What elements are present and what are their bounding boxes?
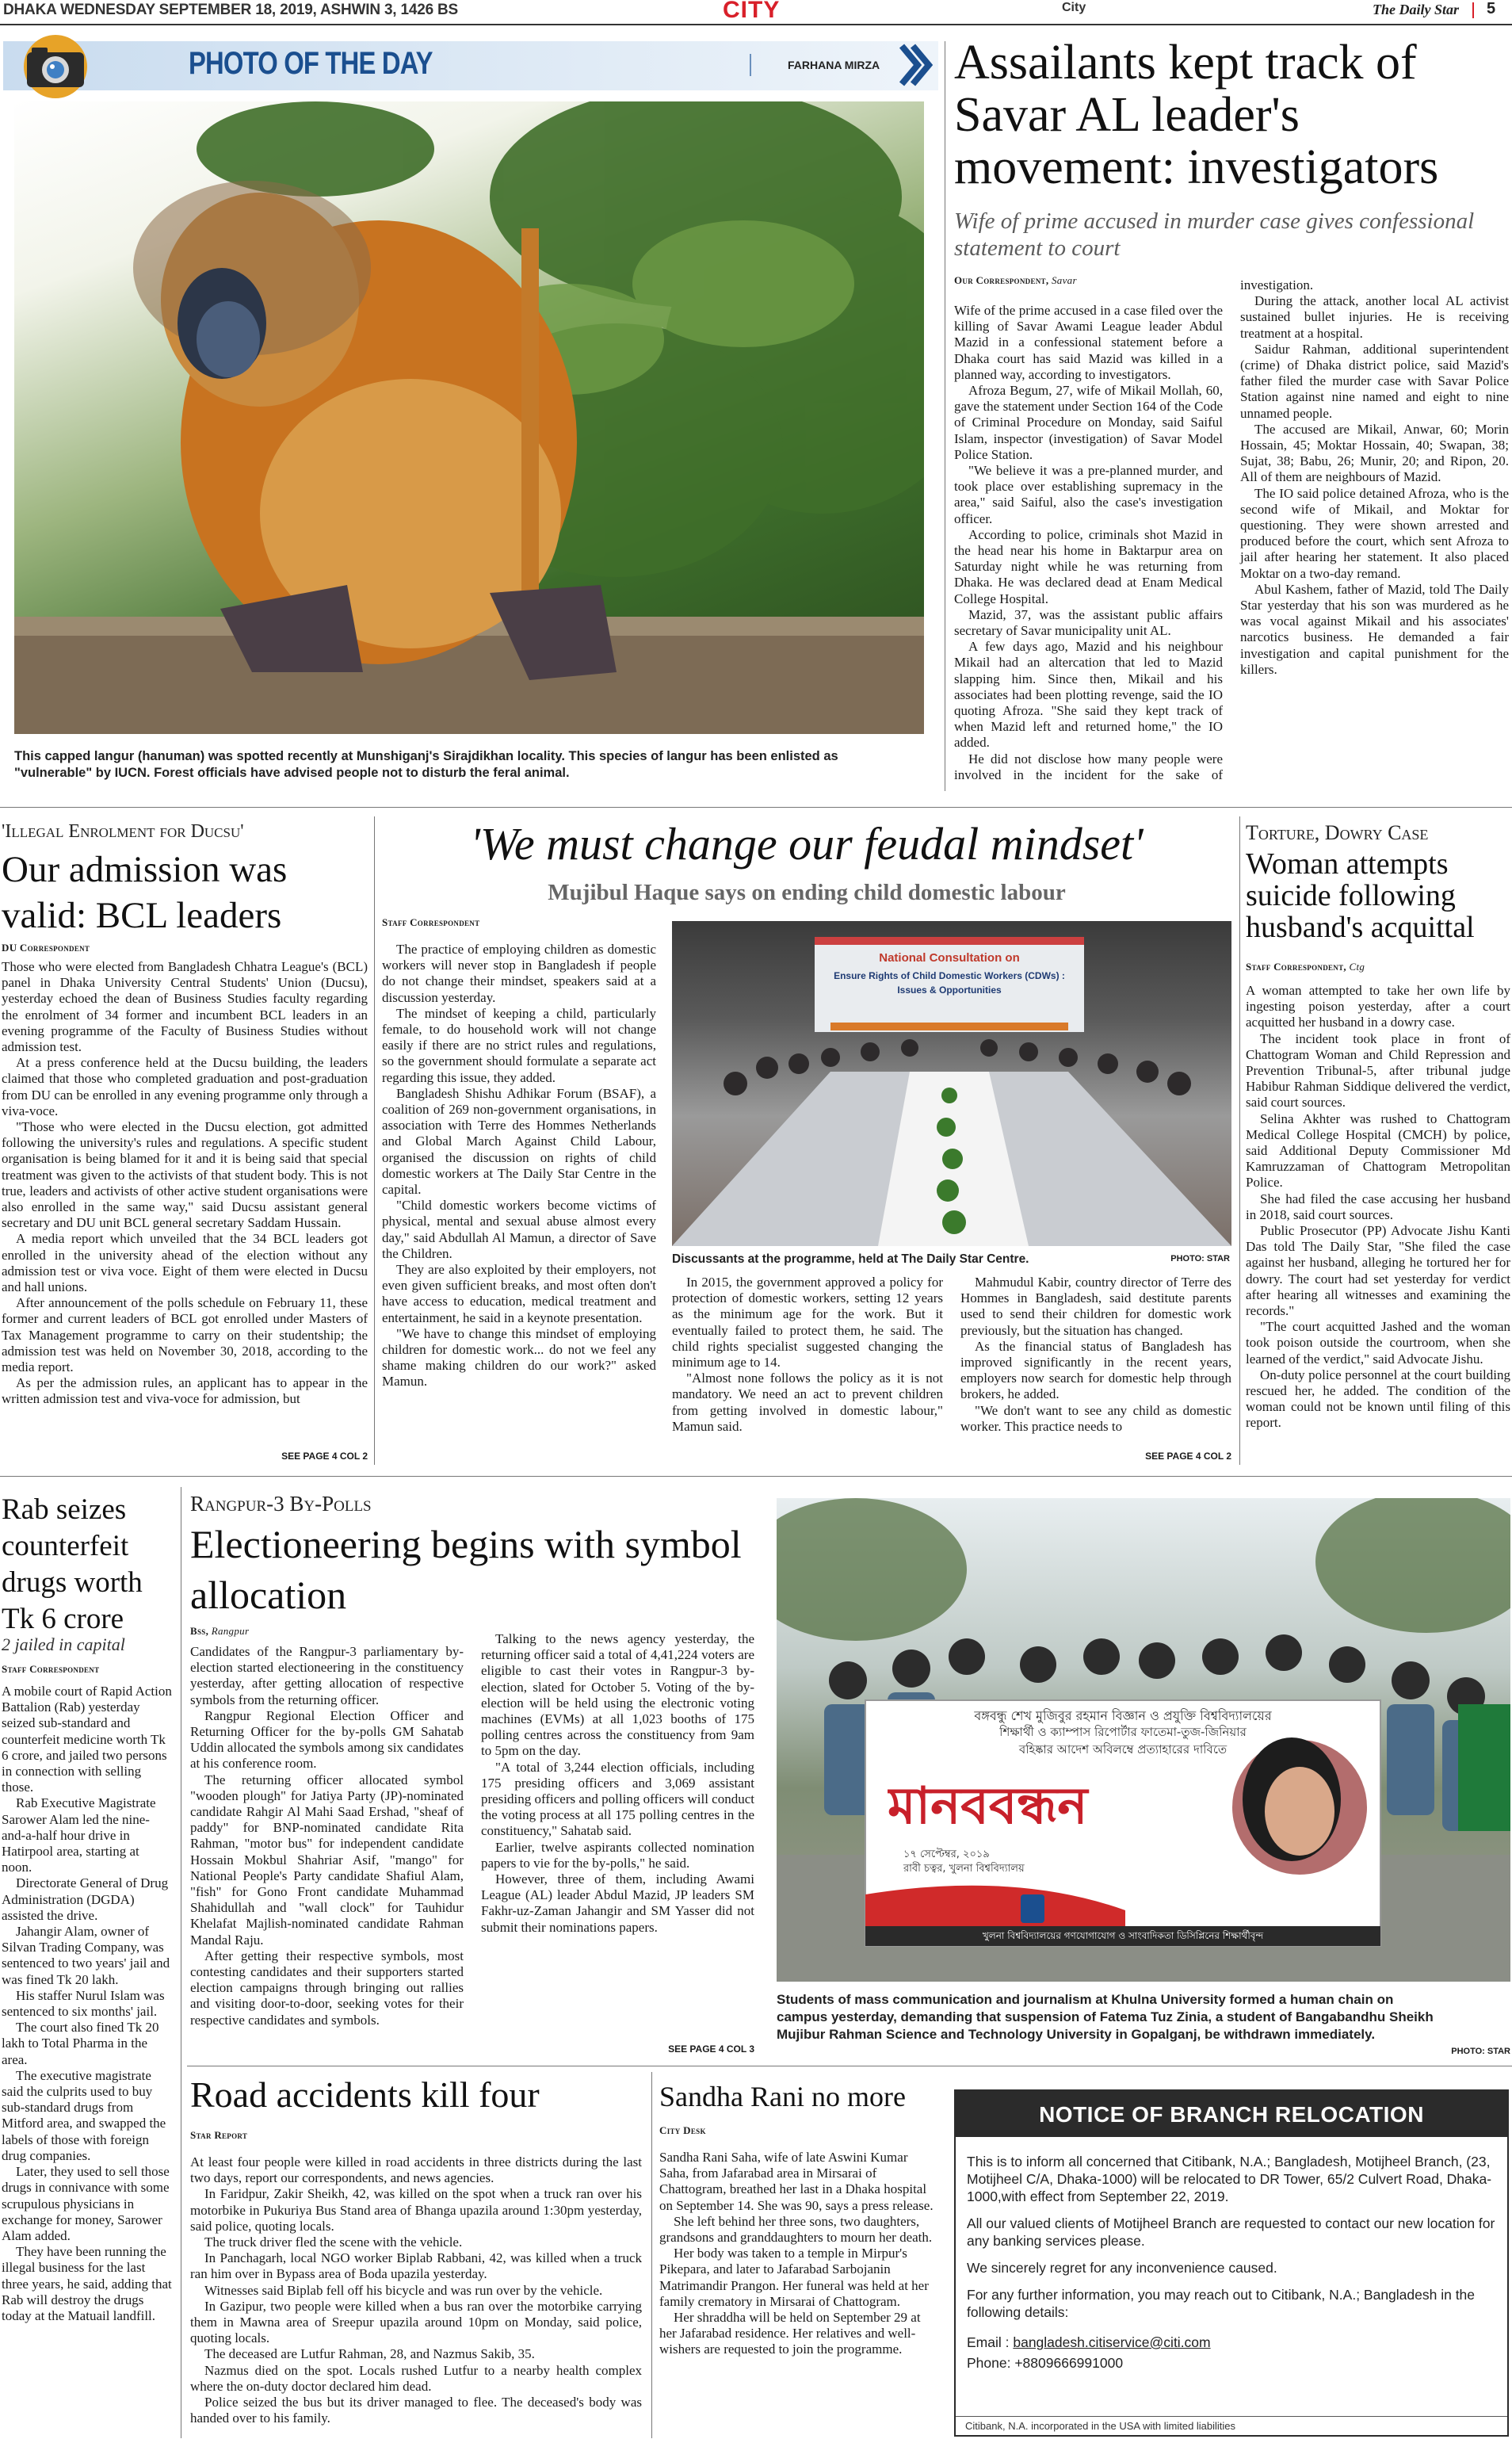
road-body xyxy=(190,2154,642,2426)
savar-p: Afroza Begum, 27, wife of Mikail Mollah, 60, gave the statement under Section 164 of the Code of Criminal Procedure on Monday, said Saiful Islam, inspector (investigation) of Savar Model Police Station. xyxy=(954,383,1223,462)
dowry-byline xyxy=(1246,961,1365,973)
chevron-right-icon xyxy=(899,43,935,91)
consultation-banner-line3: Issues & Opportunities xyxy=(897,984,1002,996)
savar-p: Abul Kashem, father of Mazid, told The Daily Star yesterday that his son was murdered as he was vocal against Mikail and his associates' narcotics business. He demanded a fair investigation and capital punishment for the killers. xyxy=(1240,581,1509,677)
human-chain-caption: Students of mass communication and journalism at Khulna University formed a human chain on campus yesterday, demanding that suspension of Fatema Tuz Zinia, a student of Bangabandhu Sheikh Mujibur Rahman Science and Technology University in Gopalganj, be withdrawn immediately. xyxy=(777,1992,1434,2042)
rangpur-p: Candidates of the Rangpur-3 parliamentary by-election started electioneering in the constituency yesterday, after getting allocation of respective symbols from the returning officer. xyxy=(190,1644,464,1707)
photo-of-day-caption: This capped langur (hanuman) was spotted recently at Munshiganj's Sirajdikhan locality. This species of langur has been enlisted as "vulnerable" by IUCN. Forest officials have advised people not to disturb the feral animal. xyxy=(14,749,838,780)
road-p: Witnesses said Biplab fell off his bicycle and was run over by the vehicle. xyxy=(204,2282,603,2298)
photo-credit: FARHANA MIRZA xyxy=(788,59,880,71)
dowry-p: She had filed the case accusing her husband in 2018, said court sources. xyxy=(1246,1191,1510,1222)
ducsu-p: A media report which unveiled that the 34 BCL leaders got enrolled in the university ahead of the election without any admission test or viva voce. Eight of them were elected in Ducsu and hall unions. xyxy=(2,1231,368,1295)
rab-headline: Rab seizes counterfeit drugs worth Tk 6 crore xyxy=(2,1493,143,1635)
consultation-credit: PHOTO: STAR xyxy=(1170,1254,1230,1263)
notice-phone: Phone: +8809666991000 xyxy=(967,2355,1124,2371)
ducsu-p: As per the admission rules, an applicant has to appear in the written admission test and viva-voce for admission, but xyxy=(2,1375,368,1407)
road-p: The truck driver fled the scene with the vehicle. xyxy=(204,2234,463,2250)
road-p: Nazmus died on the spot. Locals rushed Lutfur to a nearby health complex where the on-duty doctor declared him dead. xyxy=(190,2362,642,2394)
dowry-p: "The court acquitted Jashed and the woman took poison outside the courtroom, when she learned of the verdict," said Advocate Jishu. xyxy=(1246,1319,1510,1367)
rab-p: A mobile court of Rapid Action Battalion (Rab) yesterday seized sub-standard and counterfeit medicine worth Tk 6 crore, and jailed two persons in connection with selling those. xyxy=(2,1684,172,1795)
rab-p: Rab Executive Magistrate Sarower Alam led the nine-and-a-half hour drive in Hatirpool area, starting at noon. xyxy=(2,1795,156,1875)
header-divider xyxy=(1472,2,1474,18)
rab-byline: Staff Correspondent xyxy=(2,1663,100,1675)
dowry-byline-loc: Ctg xyxy=(1349,961,1365,973)
dateline: DHAKA WEDNESDAY SEPTEMBER 18, 2019, ASHWIN 3, 1426 BS xyxy=(3,2,459,18)
sandha-p: Sandha Rani Saha, wife of late Aswini Kumar Saha, from Jafarabad area in Mirsarai of Chattogram, breathed her last in a Dhaka hospital on September 14. She was 90, says a press release. xyxy=(659,2150,934,2213)
rangpur-p: After getting their respective symbols, most contesting candidates and their supporters started election campaigns through bringing out rallies and visiting door-to-door, seeking votes for their respective candidates and symbols. xyxy=(190,1948,464,2028)
ducsu-p: At a press conference held at the Ducsu building, the leaders claimed that those who completed graduation and post-graduation from DU can be enrolled in any evening programme only through a viva-voce. xyxy=(2,1055,368,1118)
banner-bangla-line3: বহিষ্কার আদেশ অবিলম্বে প্রত্যাহারের দাবিতে xyxy=(1018,1742,1228,1757)
road-p: At least four people were killed in road accidents in three districts during the last two days, report our correspondents, and news agencies. xyxy=(190,2154,642,2186)
sandha-p: Her body was taken to a temple in Mirpur's Pikepara, and later to Jafarabad Sarbojanin Matrimandir Prangon. Her funeral was held at her family crematory in Mirsarai of Chattogram. xyxy=(659,2246,929,2309)
rangpur-kicker: Rangpur-3 By-Polls xyxy=(190,1492,372,1516)
notice-title: NOTICE OF BRANCH RELOCATION xyxy=(956,2091,1507,2137)
savar-byline-text: Our Correspondent, xyxy=(954,274,1049,286)
ducsu-body xyxy=(2,959,368,1408)
consultation-banner-title: National Consultation on xyxy=(879,951,1020,965)
feudal-deck: Mujibul Haque says on ending child domestic labour xyxy=(548,880,1066,905)
col-rule xyxy=(374,816,375,1465)
rab-body xyxy=(2,1684,173,2324)
rangpur-p: "A total of 3,244 election officials, including 175 presiding officers and 3,069 assistant presiding officers and polling officers will conduct the voting process at all 175 polling centres in the constituency," Sahatab said. xyxy=(481,1759,754,1839)
rangpur-body xyxy=(190,1631,754,2043)
feudal-col1 xyxy=(382,942,656,1390)
feudal-p: As the financial status of Bangladesh has improved significantly in the recent years, employers now search for domestic help through brokers, he added. xyxy=(960,1338,1231,1402)
sandha-headline: Sandha Rani no more xyxy=(659,2081,906,2112)
consultation-caption: Discussants at the programme, held at The Daily Star Centre. xyxy=(672,1252,1029,1266)
rangpur-p: The returning officer allocated symbol "wooden plough" for Jatiya Party (JP)-nominated candidate Rahgir Al Mahi Saad Ershad, "sheaf of paddy" for BNP-nominated candidate Rita Rahman, "motor bus" for independent candidate Hossain Mokbul Shahriar Asif, "mango" for National People's Party candidate Shafiul Alam, "fish" for Gono Front candidate Muhammad Shahidullah and "wall clock" for Tauhidur Khelafat Majlish-nominated candidate Rahman Mandal Raju. xyxy=(190,1772,464,1948)
ducsu-headline: Our admission was valid: BCL leaders xyxy=(2,849,288,936)
ducsu-p: "Those who were elected in the Ducsu election, got admitted following the university's rules and regulations. A specific student organisation is being blamed for it and it is being said that special treatment was given to the activists of that student body. This is not true, leaders and activists of other active student organisations were also enrolled in the same way," said Ducsu assistant general secretary and DU unit BCL general secretary Saddam Hussain. xyxy=(2,1119,368,1231)
feudal-p: The practice of employing children as domestic workers will never stop in Bangladesh if people do not change their mindset, speakers said at a discussion yesterday. xyxy=(382,942,656,1005)
rab-p: Jahangir Alam, owner of Silvan Trading Company, was sentenced to two years' jail and was fined Tk 20 lakh. xyxy=(2,1924,170,1987)
rab-deck: 2 jailed in capital xyxy=(2,1634,125,1654)
rangpur-p: Earlier, twelve aspirants collected nomination papers to vie for the by-polls," he said. xyxy=(481,1839,754,1871)
consultation-photo xyxy=(672,921,1231,1246)
notice-footer: Citibank, N.A. incorporated in the USA with limited liabilities xyxy=(956,2416,1507,2435)
rangpur-byline-loc: Rangpur xyxy=(211,1625,250,1637)
savar-p: Wife of the prime accused in a case filed over the killing of Savar Awami League leader Abdul Mazid in a confessional statement before a Dhaka court has said Mazid was killed in a planned way, according to investigators. xyxy=(954,303,1223,382)
notice-para1: This is to inform all concerned that Citibank, N.A.; Bangladesh, Motijheel Branch, (23, Motijheel C/A, Dhaka-1000) will be relocated to DR Tower, 65/2 Culvert Road, Dhaka-1000,with effect from September 22, 2019. xyxy=(967,2154,1492,2204)
masthead-small: The Daily Star xyxy=(1373,2,1460,17)
road-p: In Faridpur, Zakir Sheikh, 42, was killed on the spot when a truck ran over his motorbike in Pukuriya Bus Stand area of Bhanga upazila around 1:30pm yesterday, said police, quoting locals. xyxy=(190,2186,642,2234)
banner-bangla-line1: বঙ্গবন্ধু শেখ মুজিবুর রহমান বিজ্ঞান ও প্রযুক্তি বিশ্ববিদ্যালয়ের xyxy=(974,1708,1272,1723)
dowry-p: A woman attempted to take her own life by ingesting poison yesterday, after a court acquitted her husband in a dowry case. xyxy=(1246,983,1510,1030)
page-number: 5 xyxy=(1487,0,1496,17)
savar-p: The IO said police detained Afroza, who is the second wife of Mikail, and Moktar for questioning. They were shown arrested and produced before the court, which sent Afroza to jail after hearing her statement. It also placed Moktar on a two-day remand. xyxy=(1240,485,1509,581)
savar-p: Mazid, 37, was the assistant public affairs secretary of Savar municipality unit AL. xyxy=(954,606,1223,639)
savar-p: The accused are Mikail, Anwar, 60; Morin Hossain, 45; Moktar Hossain, 40; Swapan, 38; Sujat, 38; Babu, 26; Munir, 20; and Ripon, 20. All of them are neighbours of Mazid. xyxy=(1240,421,1509,485)
col-rule xyxy=(1239,816,1240,1465)
savar-p: He did not disclose how many people were involved in the incident for the sake of investigation. xyxy=(954,277,1314,782)
feudal-p: The mindset of keeping a child, particularly female, to do household work will not change easily if there are no strict rules and regulations, so the government should formulate a separate act regarding this issue, they added. xyxy=(382,1005,656,1085)
human-chain-credit: PHOTO: STAR xyxy=(1451,2047,1510,2056)
sandha-p: She left behind her three sons, two daughters, grandsons and granddaughters to mourn her death. xyxy=(659,2213,933,2246)
notice-email-line xyxy=(967,2334,1496,2351)
savar-p: During the attack, another local AL activist sustained bullet injuries. He is receiving treatment at a hospital. xyxy=(1240,293,1509,341)
feudal-p: Mahmudul Kabir, country director of Terre des Hommes in Bangladesh, said destitute parents used to send their children for domestic work previously, but the situation has changed. xyxy=(960,1275,1231,1338)
rab-p: They have been running the illegal business for the last three years, he said, adding that Rab will destroy the drugs today at the Matuail landfill. xyxy=(2,2244,172,2323)
human-chain-photo xyxy=(777,1498,1510,1982)
savar-p: According to police, criminals shot Mazid in the head near his home in Baktarpur area on Saturday night while he was returning from Dhaka. He was declared dead at Enam Medical College Hospital. xyxy=(954,526,1223,606)
rab-p: The court also fined Tk 20 lakh to Total Pharma in the area. xyxy=(2,2020,159,2067)
dowry-p: The incident took place in front of Chattogram Woman and Child Repression and Prevention Tribunal-5, after tribunal judge Habibur Rahman Siddique delivered the verdict, said court sources. xyxy=(1246,1030,1510,1111)
notice-para4: For any further information, you may reach out to Citibank, N.A.; Bangladesh in the following details: xyxy=(967,2287,1476,2320)
header-rule xyxy=(0,24,1512,25)
road-headline: Road accidents kill four xyxy=(190,2074,540,2115)
dowry-kicker: Torture, Dowry Case xyxy=(1246,821,1429,844)
notice-ad xyxy=(954,2089,1509,2437)
dowry-p: Public Prosecutor (PP) Advocate Jishu Kanti Das told The Daily Star, "She filed the case against her husband, alleging he tortured her for dowry. The court had set yesterday for verdict after hearing all witnesses and examining the records." xyxy=(1246,1223,1510,1319)
savar-byline-loc: Savar xyxy=(1051,274,1077,286)
feudal-p: They are also exploited by their employers, not even given sufficient breaks, and most often don't have access to education, medical treatment and entertainment, he said in a keynote presentation. xyxy=(382,1262,656,1325)
road-p: In Gazipur, two people were killed when a bus ran over the motorbike carrying them in Mawna area of Sreepur upazila around 10pm on Monday, said police, quoting locals. xyxy=(190,2298,642,2346)
road-p: The deceased are Lutfur Rahman, 28, and Nazmus Sakib, 35. xyxy=(204,2346,535,2362)
dowry-p: Selina Akhter was rushed to Chattogram Medical College Hospital (CMCH) by police, said Additional Deputy Commissioner Md Kamruzzaman of Chattogram Metropolitan Police. xyxy=(1246,1111,1510,1191)
dowry-p: On-duty police personnel at the court building rescued her, he added. The condition of the woman could not be known until filing of this report. xyxy=(1246,1367,1510,1431)
consultation-banner-line2: Ensure Rights of Child Domestic Workers (CDWs) : xyxy=(834,970,1065,981)
rangpur-p: Talking to the news agency yesterday, the returning officer said a total of 4,41,224 voters are eligible to cast their votes in Rangpur-3 by-election, slated for October 5. Voting of the by-election will be held using the electronic voting machines (EVMs) at all 1,023 booths of 175 polling centres across the constituency from 9am to 5pm on the day. xyxy=(481,1631,754,1759)
col-rule xyxy=(651,2072,652,2438)
savar-p: "We believe it was a pre-planned murder, and took place over establishing supremacy in the area," said Saiful, also the case's investigation officer. xyxy=(954,463,1223,526)
notice-para2: All our valued clients of Motijheel Branch are requested to contact our new location for any banking services please. xyxy=(967,2215,1495,2249)
feudal-p: Bangladesh Shishu Adhikar Forum (BSAF), a coalition of 269 non-government organisations, in association with Terre des Hommes Netherlands and Global March Against Child Labour, organised the discussion on rights of child domestic workers at The Daily Star Centre in the capital. xyxy=(382,1085,656,1198)
ducsu-p: After announcement of the polls schedule on February 11, these former and current leaders of BCL got enrolled under Masters of Tax Management programme to carry on their studentship; the admission test was held on November 30, 2018, according to the media report. xyxy=(2,1295,368,1375)
savar-headline: Assailants kept track of Savar AL leader's movement: investigators xyxy=(954,36,1439,194)
row-rule xyxy=(0,807,1512,808)
savar-body xyxy=(954,277,1509,793)
langur-photo xyxy=(14,101,924,734)
feudal-byline: Staff Correspondent xyxy=(382,916,480,928)
road-p: In Panchagarh, local NGO worker Biplab Rabbani, 42, was killed when a truck ran him over in Bypass area of Boda upazila yesterday. xyxy=(190,2250,642,2282)
row-rule xyxy=(0,1476,1512,1477)
section-label-small: City xyxy=(1062,1,1086,14)
rab-p: His staffer Nurul Islam was sentenced to six months' jail. xyxy=(2,1987,165,2020)
road-p: Police seized the bus but its driver managed to flee. The deceased's body was handed over to his family. xyxy=(190,2395,642,2426)
rangpur-byline-text: Bss, xyxy=(190,1625,209,1637)
dowry-body xyxy=(1246,983,1510,1432)
feudal-see-page: SEE PAGE 4 COL 2 xyxy=(1145,1451,1231,1462)
ducsu-p: Those who were elected from Bangladesh Chhatra League's (BCL) panel in Dhaka University Central Students' Union (Ducsu), yesterday echoed the dean of Business Studies faculty regarding the enrolment of 34 former and incumbent BCL leaders in an evening programme of the Faculty of Business Studies without admission test. xyxy=(2,959,368,1055)
dowry-headline: Woman attempts suicide following husband's acquittal xyxy=(1246,847,1475,944)
dowry-byline-text: Staff Correspondent, xyxy=(1246,961,1346,973)
ducsu-see-page: SEE PAGE 4 COL 2 xyxy=(281,1451,368,1462)
ducsu-byline: DU Correspondent xyxy=(2,942,90,954)
photo-of-day-title: PHOTO OF THE DAY xyxy=(189,46,433,81)
feudal-p: In 2015, the government approved a policy for protection of domestic workers, setting 12 years as the minimum age for the work. But it eventually failed to protect them, he said. The child rights specialist suggested changing the minimum age to 14. xyxy=(672,1275,943,1371)
feudal-headline: 'We must change our feudal mindset' xyxy=(470,818,1144,870)
feudal-col2 xyxy=(672,1275,1231,1447)
savar-p: A few days ago, Mazid and his neighbour Mikail had an altercation that led to Mazid slapping him. Since then, Mikail and his associates had been plotting revenge, said the IO quoting Afroza. "She said they kept track of when Mazid left and returned home," the IO added. xyxy=(954,639,1223,751)
notice-email-label: Email : xyxy=(967,2334,1014,2350)
sandha-p: Her shraddha will be held on September 29 at her Jafarabad residence. Her relatives and well-wishers are requested to join the programme. xyxy=(659,2310,921,2357)
rangpur-headline: Electioneering begins with symbol allocation xyxy=(190,1522,742,1617)
banner-bangla-place: রাবী চত্বর, খুলনা বিশ্ববিদ্যালয় xyxy=(903,1863,1025,1875)
ducsu-kicker: 'Illegal Enrolment for Ducsu' xyxy=(2,821,244,842)
section-title: CITY xyxy=(723,0,781,23)
sandha-body xyxy=(659,2150,938,2358)
sandha-byline: City Desk xyxy=(659,2124,706,2136)
rab-p: Directorate General of Drug Administration (DGDA) assisted the drive. xyxy=(2,1875,169,1923)
rangpur-p: However, three of them, including Awami League (AL) leader Abdul Mazid, JP leaders SM Fakhr-uz-Zaman Jahangir and SM Yasser did not submit their nominations papers. xyxy=(481,1871,754,1935)
rangpur-see-page: SEE PAGE 4 COL 3 xyxy=(668,2043,754,2055)
feudal-p: "We have to change this mindset of employing children for domestic work... do not we feel any shame making children do our work?" asked Mamun. xyxy=(382,1325,656,1390)
savar-deck: Wife of prime accused in murder case gives confessional statement to court xyxy=(954,208,1475,261)
rab-p: The executive magistrate said the culprits used to buy sub-standard drugs from Mitford area, and swapped the labels of those with foreign drug companies. xyxy=(2,2067,166,2163)
feudal-p: "We don't want to see any child as domestic worker. This practice needs to xyxy=(960,1402,1231,1434)
road-byline: Star Report xyxy=(190,2129,248,2141)
banner-bangla-line2: শিক্ষার্থী ও ক্যাম্পাস রিপোর্টার ফাতেমা-তুজ-জিনিয়ার xyxy=(999,1725,1247,1739)
banner-bangla-date: ১৭ সেপ্টেম্বর, ২০১৯ xyxy=(903,1848,990,1860)
banner-divider xyxy=(750,54,751,76)
camera-icon xyxy=(8,35,101,98)
banner-bangla-footer: খুলনা বিশ্ববিদ্যালয়ের গণযোগাযোগ ও সাংবাদিকতা ডিসিপ্লিনের শিক্ষার্থীবৃন্দ xyxy=(982,1930,1264,1941)
rangpur-p: Rangpur Regional Election Officer and Returning Officer for the by-polls GM Sahatab Uddin allocated the symbols among six candidates at his conference room. xyxy=(190,1707,464,1772)
notice-email-link[interactable]: bangladesh.citiservice@citi.com xyxy=(1013,2334,1211,2350)
feudal-p: "Child domestic workers become victims of physical, mental and sexual abuse almost every day," said Abdullah Al Mamun, a director of Save the Children. xyxy=(382,1198,656,1261)
notice-para3: We sincerely regret for any inconvenience caused. xyxy=(967,2260,1277,2276)
banner-bangla-big: মানববন্ধন xyxy=(888,1777,1088,1836)
feudal-p: "Almost none follows the policy as it is not mandatory. We need an act to prevent children from getting involved in domestic labour," Mamun said. xyxy=(672,1371,943,1434)
savar-p: Saidur Rahman, additional superintendent (crime) of Dhaka district police, said Mazid's father filed the murder case with Savar Police Station against nine named and eight to nine unnamed people. xyxy=(1240,341,1509,421)
rab-p: Later, they used to sell those drugs in connivance with some scrupulous physicians in exchange for money, Sarower Alam added. xyxy=(2,2164,170,2243)
